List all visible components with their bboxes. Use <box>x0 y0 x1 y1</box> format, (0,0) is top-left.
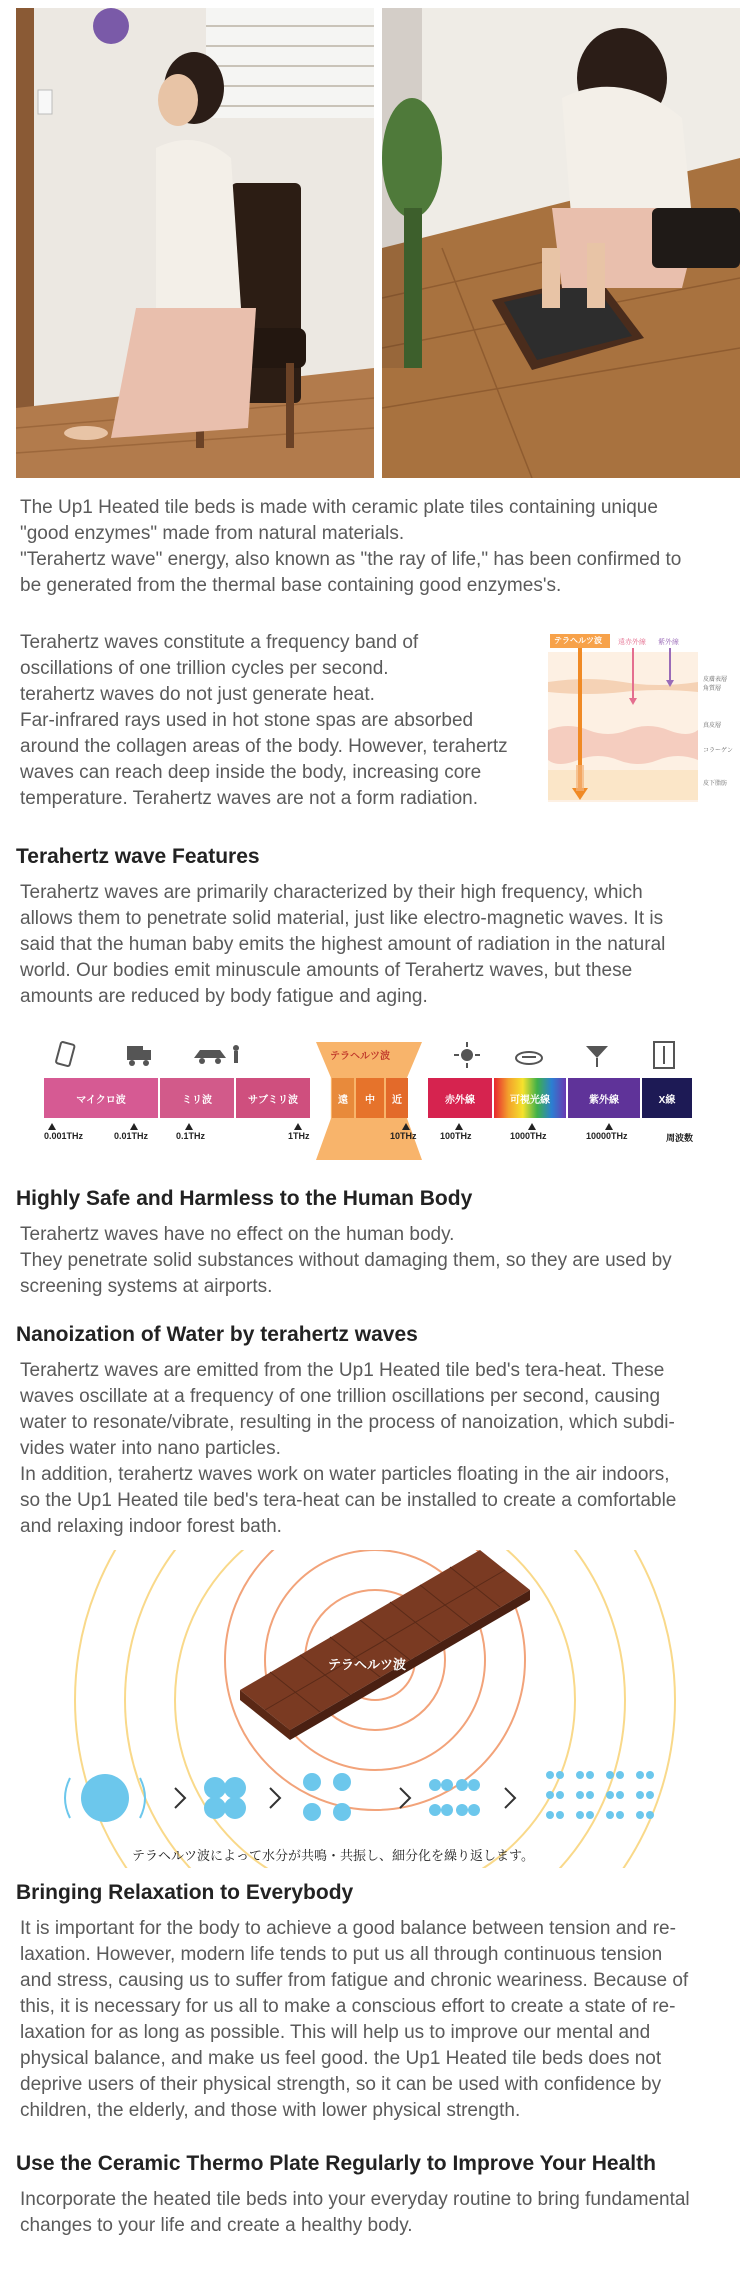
relax-line: children, the elderly, and those with lower physical strength. <box>20 2100 521 2121</box>
spectrum-band: 可視光線 <box>494 1078 566 1118</box>
spectrum-tick-label: 1000THz <box>510 1131 547 1141</box>
relax-line: deprive users of their physical strength, so it can be used with confidence by <box>20 2074 662 2095</box>
spectrum-tick-label: 0.01THz <box>114 1131 149 1141</box>
diagram-layer-skin-surface: 皮膚表層 <box>703 677 728 683</box>
diagram-label-terahertz: テラヘルツ波 <box>554 636 602 645</box>
terahertz-line: Terahertz waves constitute a frequency band of <box>20 632 419 653</box>
nano-heading: Nanoization of Water by terahertz waves <box>16 1323 418 1346</box>
spectrum-band: 紫外線 <box>568 1078 640 1118</box>
nano-line: so the Up1 Heated tile bed's tera-heat can be installed to create a comfortable <box>20 1490 677 1511</box>
spectrum-band: 遠 <box>332 1078 354 1118</box>
skin-penetration-diagram <box>548 630 738 805</box>
relax-line: physical balance, and make us feel good. the Up1 Heated tile beds does not <box>20 2048 662 2069</box>
intro-line: be generated from the thermal base containing good enzymes's. <box>20 575 562 596</box>
features-paragraph <box>20 880 665 1010</box>
safe-heading: Highly Safe and Harmless to the Human Body <box>16 1187 473 1210</box>
truck-icon <box>124 1040 154 1070</box>
photo-feet-on-tile-mat <box>382 8 740 478</box>
diagram-layer-subcutaneous-fat: 皮下脂肪 <box>703 781 728 787</box>
safe-line: screening systems at airports. <box>20 1276 273 1297</box>
nano-line: waves oscillate at a frequency of one trillion oscillations per second, causing <box>20 1386 661 1407</box>
intro-line: The Up1 Heated tile beds is made with ceramic plate tiles containing unique <box>20 497 658 518</box>
spectrum-band: マイクロ波 <box>44 1078 158 1118</box>
features-line: Terahertz waves are primarily characterized by their high frequency, which <box>20 882 643 903</box>
diagram-layer-dermis: 真皮層 <box>703 723 722 729</box>
diagram-layer-collagen: コラーゲン <box>703 748 733 754</box>
nano-line: water to resonate/vibrate, resulting in the process of nanoization, which subdi- <box>20 1412 675 1433</box>
terahertz-line: terahertz waves do not just generate heat. <box>20 684 375 705</box>
relax-heading: Bringing Relaxation to Everybody <box>16 1881 354 1904</box>
spectrum-tick-label: 0.001THz <box>44 1131 84 1141</box>
terahertz-paragraph <box>20 630 508 812</box>
relax-line: this, it is necessary for us all to make a conscious effort to create a state of re- <box>20 1996 676 2017</box>
spectrum-tick-label: 10THz <box>390 1131 417 1141</box>
spectrum-tick-label: 1THz <box>288 1131 310 1141</box>
phone-icon <box>50 1040 80 1070</box>
relax-paragraph <box>20 1916 688 2124</box>
relax-line: laxation for as long as possible. This will help us to improve our mental and <box>20 2022 651 2043</box>
safe-line: Terahertz waves have no effect on the human body. <box>20 1224 455 1245</box>
nano-line: and relaxing indoor forest bath. <box>20 1516 282 1537</box>
car-and-people-icon <box>190 1040 250 1070</box>
spectrum-highlight-label: テラヘルツ波 <box>330 1051 390 1062</box>
intro-line: "good enzymes" made from natural materials. <box>20 523 405 544</box>
spectrum-band: 赤外線 <box>428 1078 492 1118</box>
ceramic-paragraph <box>20 2187 690 2239</box>
nano-paragraph <box>20 1358 676 1540</box>
terahertz-line: Far-infrared rays used in hot stone spas are absorbed <box>20 710 474 731</box>
sun-icon <box>452 1040 482 1070</box>
terahertz-line: around the collagen areas of the body. However, terahertz <box>20 736 508 757</box>
features-line: allows them to penetrate solid material, just like electro-magnetic waves. It is <box>20 908 664 929</box>
diagram-label-far-infrared: 遠赤外線 <box>618 639 646 646</box>
diagram-label-ultraviolet: 紫外線 <box>658 639 679 646</box>
spectrum-band: ミリ波 <box>160 1078 234 1118</box>
features-line: world. Our bodies emit minuscule amounts of Terahertz waves, but these <box>20 960 633 981</box>
intro-paragraph <box>20 495 681 599</box>
spectrum-band: サブミリ波 <box>236 1078 310 1118</box>
relax-line: It is important for the body to achieve a good balance between tension and re- <box>20 1918 676 1939</box>
spectrum-band: 近 <box>386 1078 408 1118</box>
features-line: amounts are reduced by body fatigue and aging. <box>20 986 428 1007</box>
diagram-layer-stratum: 角質層 <box>703 686 722 692</box>
relax-line: and stress, causing us to suffer from fatigue and chronic weariness. Because of <box>20 1970 689 1991</box>
photo-woman-sitting-on-chair <box>16 8 374 478</box>
ceramic-line: changes to your life and create a healthy body. <box>20 2215 413 2236</box>
ceramic-line: Incorporate the heated tile beds into your everyday routine to bring fundamental <box>20 2189 690 2210</box>
ceramic-heading: Use the Ceramic Thermo Plate Regularly to Improve Your Health <box>16 2152 656 2175</box>
spectrum-tick-label: 0.1THz <box>176 1131 206 1141</box>
spectrum-tick-label: 周波数 <box>666 1133 694 1143</box>
spectrum-band: 中 <box>356 1078 384 1118</box>
safe-line: They penetrate solid substances without damaging them, so they are used by <box>20 1250 672 1271</box>
spectrum-tick-label: 100THz <box>440 1131 472 1141</box>
nano-line: vides water into nano particles. <box>20 1438 281 1459</box>
spectrum-tick-label: 10000THz <box>586 1131 628 1141</box>
spa-icon <box>512 1040 546 1070</box>
nano-line: Terahertz waves are emitted from the Up1 Heated tile bed's tera-heat. These <box>20 1360 665 1381</box>
features-heading: Terahertz wave Features <box>16 845 260 868</box>
intro-line: "Terahertz wave" energy, also known as "the ray of life," has been confirmed to <box>20 549 682 570</box>
nano-line: In addition, terahertz waves work on water particles floating in the air indoors, <box>20 1464 670 1485</box>
terahertz-line: temperature. Terahertz waves are not a form radiation. <box>20 788 478 809</box>
safe-paragraph <box>20 1222 672 1300</box>
spectrum-band: X線 <box>642 1078 692 1118</box>
terahertz-line: oscillations of one trillion cycles per second. <box>20 658 389 679</box>
relax-line: laxation. However, modern life tends to put us all through continuous tension <box>20 1944 663 1965</box>
features-line: said that the human baby emits the highest amount of radiation in the natural <box>20 934 666 955</box>
xray-icon <box>652 1040 676 1070</box>
water-nanoization-illustration <box>50 1550 700 1868</box>
bed-terahertz-label: テラヘルツ波 <box>328 1657 407 1672</box>
uv-lamp-icon <box>580 1040 614 1070</box>
terahertz-line: waves can reach deep inside the body, increasing core <box>20 762 482 783</box>
nano-caption: テラヘルツ波によって水分が共鳴・共振し、細分化を繰り返します。 <box>132 1848 534 1863</box>
